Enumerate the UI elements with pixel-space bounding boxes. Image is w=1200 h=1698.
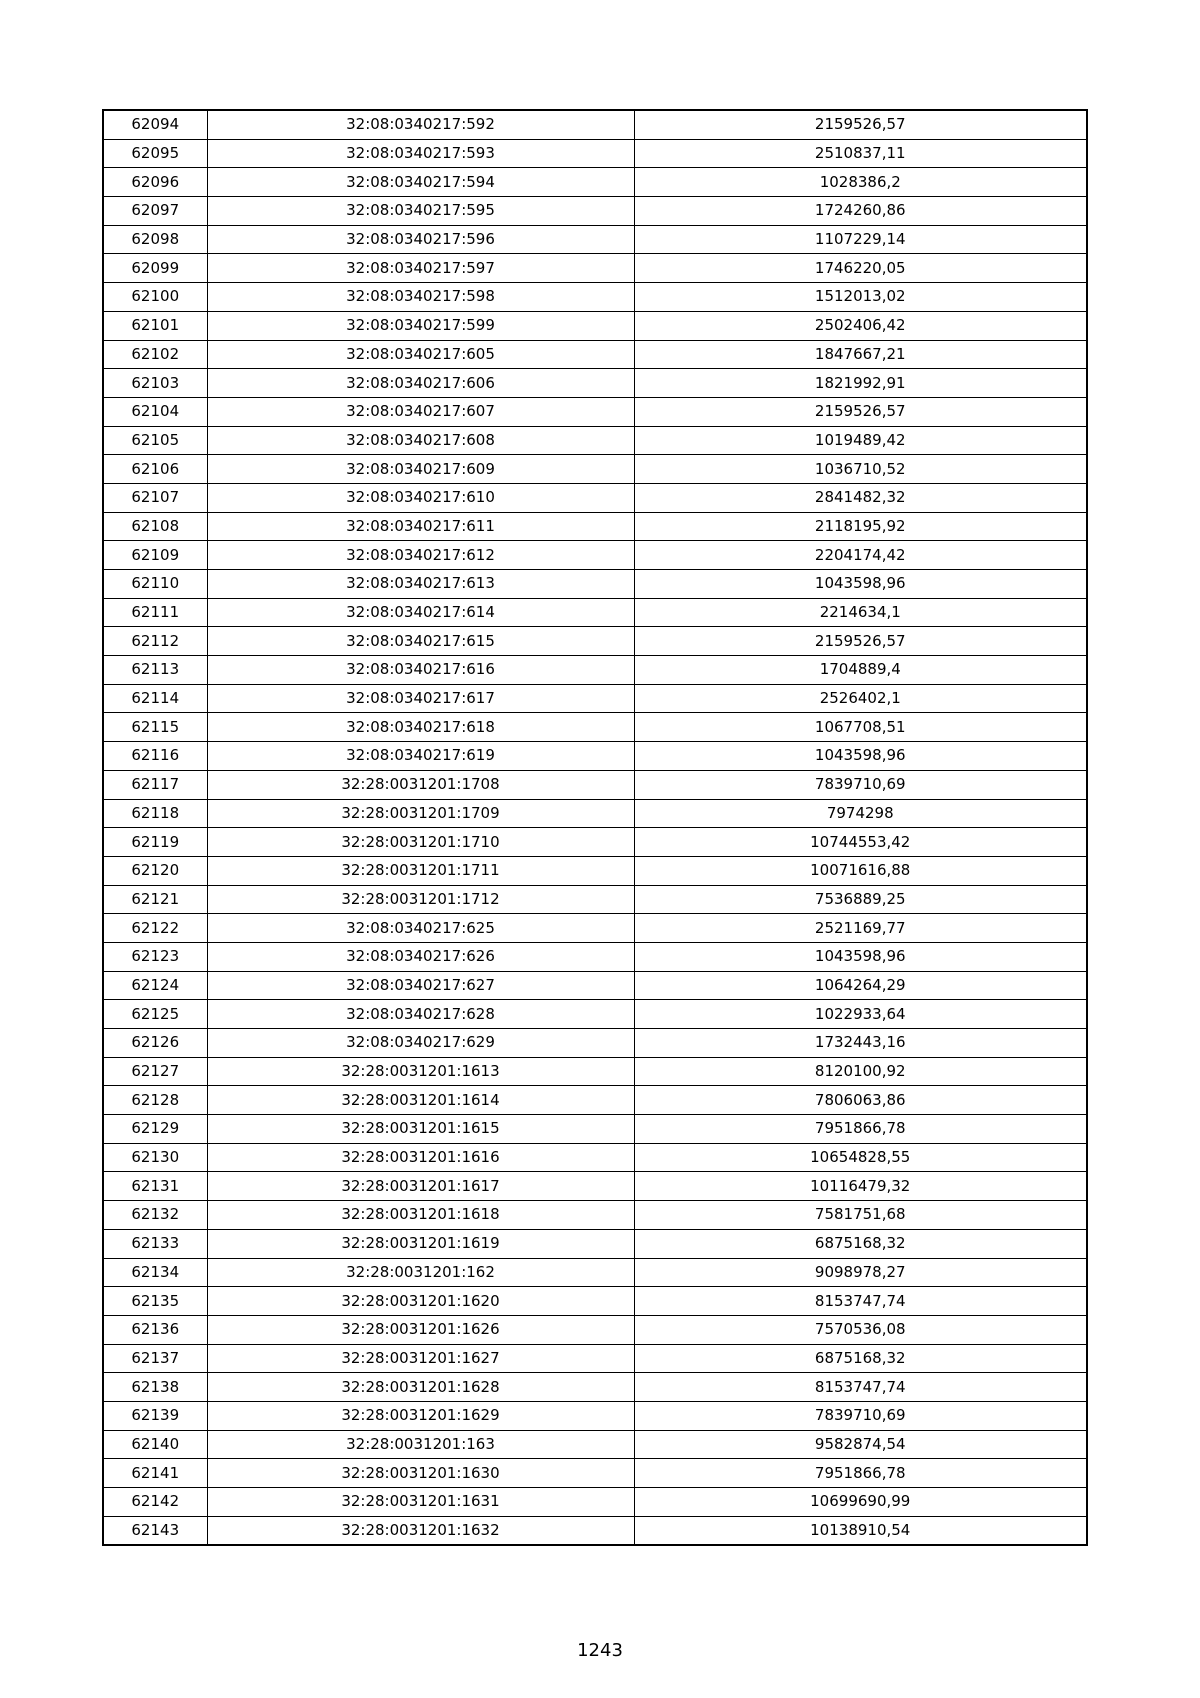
value-cell: 1847667,21 — [634, 340, 1087, 369]
value-cell: 8153747,74 — [634, 1373, 1087, 1402]
cadastral-number-cell: 32:28:0031201:1626 — [207, 1315, 634, 1344]
value-cell: 2841482,32 — [634, 483, 1087, 512]
table-row — [103, 1172, 1087, 1201]
table-row — [103, 570, 1087, 599]
value-cell: 1064264,29 — [634, 971, 1087, 1000]
row-number-cell: 62139 — [103, 1401, 207, 1430]
row-number-cell: 62122 — [103, 914, 207, 943]
cadastral-number-cell: 32:28:0031201:1709 — [207, 799, 634, 828]
cadastral-number-cell: 32:08:0340217:609 — [207, 455, 634, 484]
cadastral-number-cell: 32:28:0031201:1710 — [207, 828, 634, 857]
value-cell: 2214634,1 — [634, 598, 1087, 627]
value-cell: 7806063,86 — [634, 1086, 1087, 1115]
cadastral-number-cell: 32:08:0340217:615 — [207, 627, 634, 656]
cadastral-number-cell: 32:08:0340217:592 — [207, 110, 634, 139]
table-row — [103, 1287, 1087, 1316]
value-cell: 2502406,42 — [634, 311, 1087, 340]
row-number-cell: 62099 — [103, 254, 207, 283]
value-cell: 2510837,11 — [634, 139, 1087, 168]
value-cell: 10744553,42 — [634, 828, 1087, 857]
value-cell: 2159526,57 — [634, 627, 1087, 656]
cadastral-number-cell: 32:28:0031201:1617 — [207, 1172, 634, 1201]
row-number-cell: 62105 — [103, 426, 207, 455]
row-number-cell: 62123 — [103, 942, 207, 971]
row-number-cell: 62137 — [103, 1344, 207, 1373]
row-number-cell: 62117 — [103, 770, 207, 799]
table-row — [103, 1258, 1087, 1287]
value-cell: 6875168,32 — [634, 1229, 1087, 1258]
table-row — [103, 856, 1087, 885]
cadastral-number-cell: 32:08:0340217:608 — [207, 426, 634, 455]
row-number-cell: 62141 — [103, 1459, 207, 1488]
value-cell: 7839710,69 — [634, 1401, 1087, 1430]
row-number-cell: 62119 — [103, 828, 207, 857]
table-row — [103, 340, 1087, 369]
row-number-cell: 62143 — [103, 1516, 207, 1545]
row-number-cell: 62128 — [103, 1086, 207, 1115]
row-number-cell: 62138 — [103, 1373, 207, 1402]
row-number-cell: 62095 — [103, 139, 207, 168]
row-number-cell: 62140 — [103, 1430, 207, 1459]
value-cell: 7839710,69 — [634, 770, 1087, 799]
data-table — [102, 109, 1088, 1546]
cadastral-number-cell: 32:28:0031201:1631 — [207, 1488, 634, 1517]
cadastral-number-cell: 32:28:0031201:1618 — [207, 1201, 634, 1230]
value-cell: 1022933,64 — [634, 1000, 1087, 1029]
value-cell: 10116479,32 — [634, 1172, 1087, 1201]
table-row — [103, 426, 1087, 455]
table-row — [103, 885, 1087, 914]
cadastral-number-cell: 32:28:0031201:163 — [207, 1430, 634, 1459]
cadastral-number-cell: 32:08:0340217:613 — [207, 570, 634, 599]
value-cell: 7570536,08 — [634, 1315, 1087, 1344]
cadastral-number-cell: 32:08:0340217:626 — [207, 942, 634, 971]
table-row — [103, 942, 1087, 971]
table-row — [103, 1086, 1087, 1115]
row-number-cell: 62103 — [103, 369, 207, 398]
cadastral-number-cell: 32:28:0031201:1614 — [207, 1086, 634, 1115]
row-number-cell: 62129 — [103, 1115, 207, 1144]
row-number-cell: 62132 — [103, 1201, 207, 1230]
cadastral-number-cell: 32:28:0031201:1615 — [207, 1115, 634, 1144]
table-row — [103, 684, 1087, 713]
table-row — [103, 1229, 1087, 1258]
table-row — [103, 311, 1087, 340]
table-row — [103, 283, 1087, 312]
value-cell: 9098978,27 — [634, 1258, 1087, 1287]
cadastral-number-cell: 32:28:0031201:162 — [207, 1258, 634, 1287]
row-number-cell: 62115 — [103, 713, 207, 742]
value-cell: 7951866,78 — [634, 1115, 1087, 1144]
cadastral-number-cell: 32:08:0340217:619 — [207, 742, 634, 771]
row-number-cell: 62100 — [103, 283, 207, 312]
table-row — [103, 1516, 1087, 1545]
cadastral-number-cell: 32:28:0031201:1629 — [207, 1401, 634, 1430]
table-row — [103, 254, 1087, 283]
value-cell: 1107229,14 — [634, 225, 1087, 254]
row-number-cell: 62124 — [103, 971, 207, 1000]
cadastral-number-cell: 32:28:0031201:1711 — [207, 856, 634, 885]
value-cell: 2521169,77 — [634, 914, 1087, 943]
cadastral-number-cell: 32:28:0031201:1708 — [207, 770, 634, 799]
row-number-cell: 62109 — [103, 541, 207, 570]
table-row — [103, 971, 1087, 1000]
cadastral-number-cell: 32:28:0031201:1712 — [207, 885, 634, 914]
row-number-cell: 62110 — [103, 570, 207, 599]
row-number-cell: 62108 — [103, 512, 207, 541]
table-row — [103, 770, 1087, 799]
table-row — [103, 1201, 1087, 1230]
row-number-cell: 62104 — [103, 397, 207, 426]
table-row — [103, 1488, 1087, 1517]
row-number-cell: 62101 — [103, 311, 207, 340]
table-body — [103, 110, 1087, 1545]
row-number-cell: 62118 — [103, 799, 207, 828]
value-cell: 1028386,2 — [634, 168, 1087, 197]
cadastral-number-cell: 32:08:0340217:614 — [207, 598, 634, 627]
table-row — [103, 1115, 1087, 1144]
value-cell: 7951866,78 — [634, 1459, 1087, 1488]
table-row — [103, 1344, 1087, 1373]
cadastral-number-cell: 32:08:0340217:598 — [207, 283, 634, 312]
table-row — [103, 1029, 1087, 1058]
table-row — [103, 598, 1087, 627]
cadastral-number-cell: 32:08:0340217:593 — [207, 139, 634, 168]
cadastral-number-cell: 32:28:0031201:1628 — [207, 1373, 634, 1402]
row-number-cell: 62106 — [103, 455, 207, 484]
row-number-cell: 62127 — [103, 1057, 207, 1086]
value-cell: 2204174,42 — [634, 541, 1087, 570]
row-number-cell: 62133 — [103, 1229, 207, 1258]
value-cell: 2159526,57 — [634, 110, 1087, 139]
value-cell: 1043598,96 — [634, 570, 1087, 599]
row-number-cell: 62131 — [103, 1172, 207, 1201]
table-row — [103, 713, 1087, 742]
cadastral-number-cell: 32:08:0340217:596 — [207, 225, 634, 254]
value-cell: 10071616,88 — [634, 856, 1087, 885]
row-number-cell: 62121 — [103, 885, 207, 914]
value-cell: 8120100,92 — [634, 1057, 1087, 1086]
cadastral-number-cell: 32:08:0340217:610 — [207, 483, 634, 512]
table-row — [103, 541, 1087, 570]
table-row — [103, 914, 1087, 943]
table-row — [103, 397, 1087, 426]
cadastral-number-cell: 32:08:0340217:605 — [207, 340, 634, 369]
value-cell: 1732443,16 — [634, 1029, 1087, 1058]
cadastral-number-cell: 32:08:0340217:599 — [207, 311, 634, 340]
table-row — [103, 1143, 1087, 1172]
cadastral-number-cell: 32:08:0340217:611 — [207, 512, 634, 541]
cadastral-number-cell: 32:08:0340217:607 — [207, 397, 634, 426]
row-number-cell: 62097 — [103, 197, 207, 226]
table-row — [103, 1459, 1087, 1488]
cadastral-number-cell: 32:28:0031201:1627 — [207, 1344, 634, 1373]
cadastral-number-cell: 32:08:0340217:597 — [207, 254, 634, 283]
value-cell: 1036710,52 — [634, 455, 1087, 484]
cadastral-number-cell: 32:08:0340217:616 — [207, 656, 634, 685]
table-row — [103, 799, 1087, 828]
value-cell: 1043598,96 — [634, 742, 1087, 771]
value-cell: 1821992,91 — [634, 369, 1087, 398]
table-row — [103, 1000, 1087, 1029]
cadastral-number-cell: 32:08:0340217:617 — [207, 684, 634, 713]
row-number-cell: 62120 — [103, 856, 207, 885]
value-cell: 10699690,99 — [634, 1488, 1087, 1517]
cadastral-number-cell: 32:08:0340217:618 — [207, 713, 634, 742]
row-number-cell: 62134 — [103, 1258, 207, 1287]
value-cell: 8153747,74 — [634, 1287, 1087, 1316]
row-number-cell: 62113 — [103, 656, 207, 685]
cadastral-number-cell: 32:28:0031201:1632 — [207, 1516, 634, 1545]
row-number-cell: 62114 — [103, 684, 207, 713]
value-cell: 1746220,05 — [634, 254, 1087, 283]
value-cell: 7536889,25 — [634, 885, 1087, 914]
row-number-cell: 62136 — [103, 1315, 207, 1344]
table-row — [103, 139, 1087, 168]
table-row — [103, 1057, 1087, 1086]
page-number: 1243 — [577, 1640, 623, 1661]
value-cell: 2526402,1 — [634, 684, 1087, 713]
row-number-cell: 62096 — [103, 168, 207, 197]
row-number-cell: 62094 — [103, 110, 207, 139]
table-row — [103, 110, 1087, 139]
value-cell: 1704889,4 — [634, 656, 1087, 685]
cadastral-number-cell: 32:28:0031201:1630 — [207, 1459, 634, 1488]
cadastral-number-cell: 32:28:0031201:1620 — [207, 1287, 634, 1316]
table-row — [103, 369, 1087, 398]
cadastral-number-cell: 32:28:0031201:1613 — [207, 1057, 634, 1086]
cadastral-number-cell: 32:08:0340217:594 — [207, 168, 634, 197]
row-number-cell: 62102 — [103, 340, 207, 369]
cadastral-number-cell: 32:08:0340217:627 — [207, 971, 634, 1000]
row-number-cell: 62142 — [103, 1488, 207, 1517]
value-cell: 2159526,57 — [634, 397, 1087, 426]
value-cell: 2118195,92 — [634, 512, 1087, 541]
cadastral-number-cell: 32:08:0340217:625 — [207, 914, 634, 943]
row-number-cell: 62107 — [103, 483, 207, 512]
cadastral-number-cell: 32:28:0031201:1616 — [207, 1143, 634, 1172]
table-row — [103, 197, 1087, 226]
table-row — [103, 1315, 1087, 1344]
table-row — [103, 483, 1087, 512]
row-number-cell: 62126 — [103, 1029, 207, 1058]
value-cell: 9582874,54 — [634, 1430, 1087, 1459]
cadastral-number-cell: 32:28:0031201:1619 — [207, 1229, 634, 1258]
table-row — [103, 742, 1087, 771]
value-cell: 1019489,42 — [634, 426, 1087, 455]
table-row — [103, 828, 1087, 857]
value-cell: 1043598,96 — [634, 942, 1087, 971]
cadastral-number-cell: 32:08:0340217:628 — [207, 1000, 634, 1029]
value-cell: 10138910,54 — [634, 1516, 1087, 1545]
table-row — [103, 1373, 1087, 1402]
value-cell: 6875168,32 — [634, 1344, 1087, 1373]
table-row — [103, 627, 1087, 656]
cadastral-number-cell: 32:08:0340217:595 — [207, 197, 634, 226]
value-cell: 1512013,02 — [634, 283, 1087, 312]
value-cell: 1724260,86 — [634, 197, 1087, 226]
table-row — [103, 1430, 1087, 1459]
table-row — [103, 512, 1087, 541]
value-cell: 1067708,51 — [634, 713, 1087, 742]
cadastral-number-cell: 32:08:0340217:612 — [207, 541, 634, 570]
table-row — [103, 225, 1087, 254]
table-row — [103, 1401, 1087, 1430]
cadastral-number-cell: 32:08:0340217:606 — [207, 369, 634, 398]
value-cell: 7974298 — [634, 799, 1087, 828]
row-number-cell: 62135 — [103, 1287, 207, 1316]
row-number-cell: 62130 — [103, 1143, 207, 1172]
row-number-cell: 62098 — [103, 225, 207, 254]
row-number-cell: 62116 — [103, 742, 207, 771]
table-row — [103, 455, 1087, 484]
value-cell: 7581751,68 — [634, 1201, 1087, 1230]
table-row — [103, 168, 1087, 197]
row-number-cell: 62125 — [103, 1000, 207, 1029]
row-number-cell: 62112 — [103, 627, 207, 656]
value-cell: 10654828,55 — [634, 1143, 1087, 1172]
row-number-cell: 62111 — [103, 598, 207, 627]
table-row — [103, 656, 1087, 685]
cadastral-number-cell: 32:08:0340217:629 — [207, 1029, 634, 1058]
